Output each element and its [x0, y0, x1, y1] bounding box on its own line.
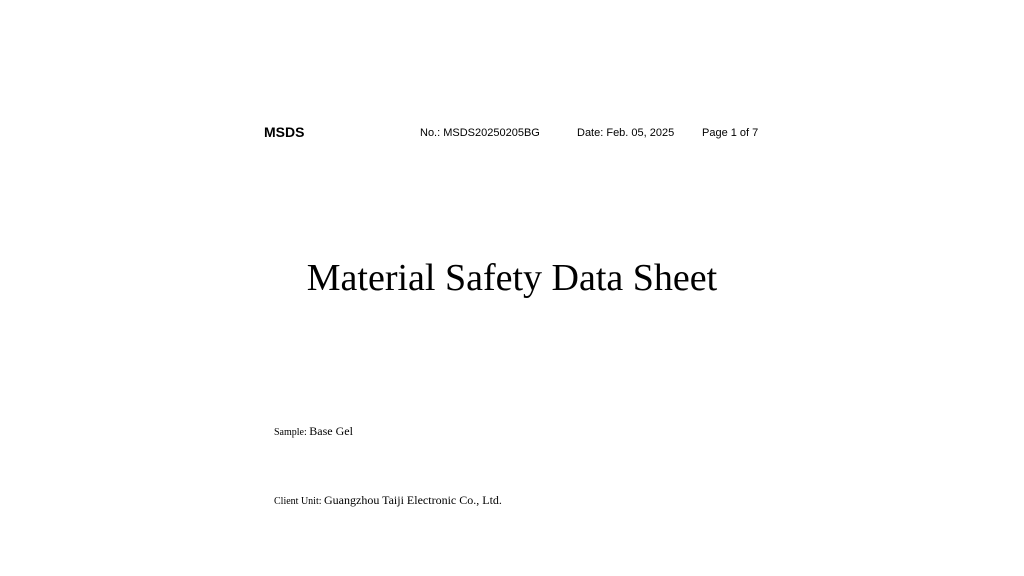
sample-label: Sample:: [274, 427, 310, 438]
client-unit-label: Client Unit:: [274, 496, 324, 507]
document-title: Material Safety Data Sheet: [306, 257, 718, 299]
header-report-number: No.: MSDS20250205BG: [420, 127, 540, 139]
header-page-number: Page 1 of 7: [702, 127, 759, 139]
header-document-type: MSDS: [264, 124, 305, 140]
sample-value: Base Gel: [309, 424, 353, 438]
sample-field: [274, 422, 353, 440]
client-unit-value: Guangzhou Taiji Electronic Co., Ltd.: [324, 493, 502, 507]
header-date: Date: Feb. 05, 2025: [577, 127, 675, 139]
client-unit-field: [274, 491, 502, 509]
